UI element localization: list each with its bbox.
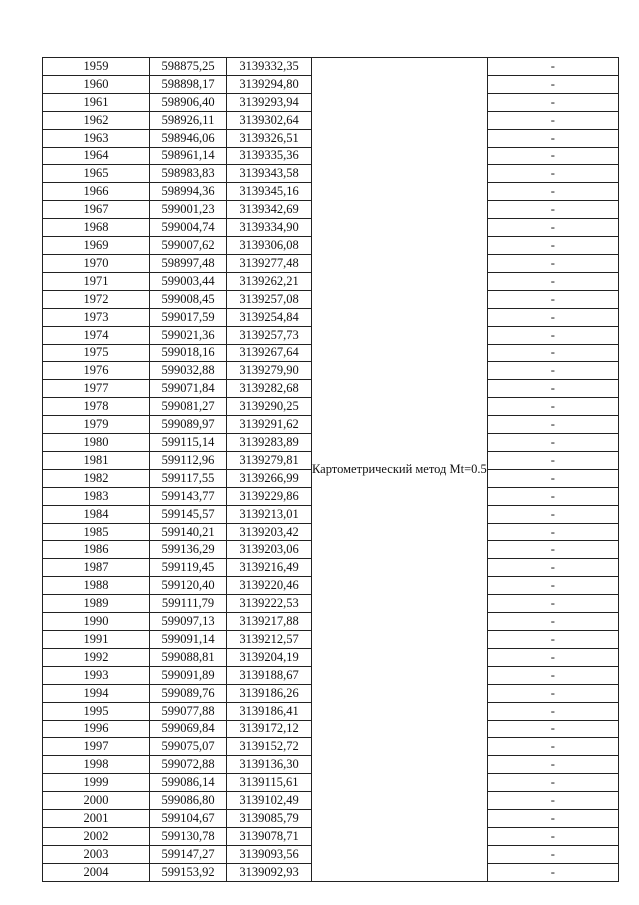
point-number-cell: 1964 <box>43 147 150 165</box>
note-cell: - <box>487 93 618 111</box>
x-coordinate-cell: 599081,27 <box>150 398 227 416</box>
y-coordinate-cell: 3139188,67 <box>227 666 312 684</box>
point-number-cell: 1988 <box>43 577 150 595</box>
point-number-cell: 1967 <box>43 201 150 219</box>
x-coordinate-cell: 599120,40 <box>150 577 227 595</box>
note-cell: - <box>487 863 618 881</box>
point-number-cell: 2004 <box>43 863 150 881</box>
point-number-cell: 2003 <box>43 845 150 863</box>
x-coordinate-cell: 598926,11 <box>150 111 227 129</box>
point-number-cell: 2002 <box>43 827 150 845</box>
y-coordinate-cell: 3139294,80 <box>227 75 312 93</box>
x-coordinate-cell: 599003,44 <box>150 272 227 290</box>
x-coordinate-cell: 599077,88 <box>150 702 227 720</box>
point-number-cell: 1997 <box>43 738 150 756</box>
coordinates-table-body <box>43 58 619 882</box>
note-cell: - <box>487 290 618 308</box>
note-cell: - <box>487 756 618 774</box>
y-coordinate-cell: 3139334,90 <box>227 219 312 237</box>
note-cell: - <box>487 774 618 792</box>
note-cell: - <box>487 613 618 631</box>
y-coordinate-cell: 3139306,08 <box>227 237 312 255</box>
y-coordinate-cell: 3139102,49 <box>227 792 312 810</box>
x-coordinate-cell: 599143,77 <box>150 487 227 505</box>
y-coordinate-cell: 3139136,30 <box>227 756 312 774</box>
note-cell: - <box>487 254 618 272</box>
y-coordinate-cell: 3139078,71 <box>227 827 312 845</box>
y-coordinate-cell: 3139115,61 <box>227 774 312 792</box>
note-cell: - <box>487 487 618 505</box>
y-coordinate-cell: 3139213,01 <box>227 505 312 523</box>
x-coordinate-cell: 599112,96 <box>150 451 227 469</box>
y-coordinate-cell: 3139279,81 <box>227 451 312 469</box>
x-coordinate-cell: 599086,14 <box>150 774 227 792</box>
y-coordinate-cell: 3139343,58 <box>227 165 312 183</box>
note-cell: - <box>487 416 618 434</box>
y-coordinate-cell: 3139217,88 <box>227 613 312 631</box>
note-cell: - <box>487 219 618 237</box>
note-cell: - <box>487 631 618 649</box>
y-coordinate-cell: 3139216,49 <box>227 559 312 577</box>
point-number-cell: 1965 <box>43 165 150 183</box>
y-coordinate-cell: 3139186,41 <box>227 702 312 720</box>
point-number-cell: 1963 <box>43 129 150 147</box>
x-coordinate-cell: 599017,59 <box>150 308 227 326</box>
note-cell: - <box>487 523 618 541</box>
y-coordinate-cell: 3139203,42 <box>227 523 312 541</box>
x-coordinate-cell: 598898,17 <box>150 75 227 93</box>
y-coordinate-cell: 3139266,99 <box>227 469 312 487</box>
note-cell: - <box>487 398 618 416</box>
x-coordinate-cell: 599032,88 <box>150 362 227 380</box>
point-number-cell: 1976 <box>43 362 150 380</box>
x-coordinate-cell: 599004,74 <box>150 219 227 237</box>
note-cell: - <box>487 272 618 290</box>
point-number-cell: 1974 <box>43 326 150 344</box>
point-number-cell: 1989 <box>43 595 150 613</box>
point-number-cell: 1970 <box>43 254 150 272</box>
note-cell: - <box>487 541 618 559</box>
y-coordinate-cell: 3139204,19 <box>227 648 312 666</box>
method-cell: Картометрический метод Mt=0.5 <box>312 58 488 882</box>
x-coordinate-cell: 599091,89 <box>150 666 227 684</box>
x-coordinate-cell: 599021,36 <box>150 326 227 344</box>
x-coordinate-cell: 598875,25 <box>150 58 227 76</box>
point-number-cell: 1983 <box>43 487 150 505</box>
x-coordinate-cell: 599086,80 <box>150 792 227 810</box>
point-number-cell: 1999 <box>43 774 150 792</box>
y-coordinate-cell: 3139342,69 <box>227 201 312 219</box>
point-number-cell: 1980 <box>43 434 150 452</box>
x-coordinate-cell: 599091,14 <box>150 631 227 649</box>
note-cell: - <box>487 469 618 487</box>
point-number-cell: 1994 <box>43 684 150 702</box>
y-coordinate-cell: 3139257,73 <box>227 326 312 344</box>
x-coordinate-cell: 599119,45 <box>150 559 227 577</box>
point-number-cell: 2001 <box>43 810 150 828</box>
x-coordinate-cell: 598997,48 <box>150 254 227 272</box>
y-coordinate-cell: 3139220,46 <box>227 577 312 595</box>
point-number-cell: 1971 <box>43 272 150 290</box>
point-number-cell: 1990 <box>43 613 150 631</box>
point-number-cell: 1978 <box>43 398 150 416</box>
note-cell: - <box>487 434 618 452</box>
point-number-cell: 1960 <box>43 75 150 93</box>
x-coordinate-cell: 599145,57 <box>150 505 227 523</box>
y-coordinate-cell: 3139222,53 <box>227 595 312 613</box>
y-coordinate-cell: 3139279,90 <box>227 362 312 380</box>
note-cell: - <box>487 308 618 326</box>
note-cell: - <box>487 827 618 845</box>
note-cell: - <box>487 326 618 344</box>
point-number-cell: 1968 <box>43 219 150 237</box>
y-coordinate-cell: 3139302,64 <box>227 111 312 129</box>
point-number-cell: 1993 <box>43 666 150 684</box>
x-coordinate-cell: 599072,88 <box>150 756 227 774</box>
point-number-cell: 1979 <box>43 416 150 434</box>
note-cell: - <box>487 559 618 577</box>
point-number-cell: 1973 <box>43 308 150 326</box>
y-coordinate-cell: 3139257,08 <box>227 290 312 308</box>
y-coordinate-cell: 3139186,26 <box>227 684 312 702</box>
x-coordinate-cell: 599115,14 <box>150 434 227 452</box>
point-number-cell: 1981 <box>43 451 150 469</box>
y-coordinate-cell: 3139172,12 <box>227 720 312 738</box>
point-number-cell: 1969 <box>43 237 150 255</box>
x-coordinate-cell: 599075,07 <box>150 738 227 756</box>
point-number-cell: 1961 <box>43 93 150 111</box>
note-cell: - <box>487 648 618 666</box>
note-cell: - <box>487 201 618 219</box>
point-number-cell: 1987 <box>43 559 150 577</box>
y-coordinate-cell: 3139203,06 <box>227 541 312 559</box>
note-cell: - <box>487 75 618 93</box>
x-coordinate-cell: 599089,76 <box>150 684 227 702</box>
x-coordinate-cell: 599097,13 <box>150 613 227 631</box>
note-cell: - <box>487 111 618 129</box>
point-number-cell: 1962 <box>43 111 150 129</box>
coordinates-table <box>42 57 619 882</box>
x-coordinate-cell: 599104,67 <box>150 810 227 828</box>
point-number-cell: 1982 <box>43 469 150 487</box>
note-cell: - <box>487 595 618 613</box>
x-coordinate-cell: 599111,79 <box>150 595 227 613</box>
point-number-cell: 1995 <box>43 702 150 720</box>
y-coordinate-cell: 3139291,62 <box>227 416 312 434</box>
x-coordinate-cell: 599008,45 <box>150 290 227 308</box>
x-coordinate-cell: 599147,27 <box>150 845 227 863</box>
x-coordinate-cell: 599089,97 <box>150 416 227 434</box>
x-coordinate-cell: 599130,78 <box>150 827 227 845</box>
y-coordinate-cell: 3139335,36 <box>227 147 312 165</box>
y-coordinate-cell: 3139229,86 <box>227 487 312 505</box>
y-coordinate-cell: 3139254,84 <box>227 308 312 326</box>
point-number-cell: 1972 <box>43 290 150 308</box>
y-coordinate-cell: 3139085,79 <box>227 810 312 828</box>
note-cell: - <box>487 666 618 684</box>
point-number-cell: 1984 <box>43 505 150 523</box>
note-cell: - <box>487 237 618 255</box>
y-coordinate-cell: 3139293,94 <box>227 93 312 111</box>
x-coordinate-cell: 599007,62 <box>150 237 227 255</box>
note-cell: - <box>487 577 618 595</box>
y-coordinate-cell: 3139283,89 <box>227 434 312 452</box>
point-number-cell: 2000 <box>43 792 150 810</box>
x-coordinate-cell: 598994,36 <box>150 183 227 201</box>
note-cell: - <box>487 183 618 201</box>
x-coordinate-cell: 599069,84 <box>150 720 227 738</box>
y-coordinate-cell: 3139332,35 <box>227 58 312 76</box>
y-coordinate-cell: 3139092,93 <box>227 863 312 881</box>
x-coordinate-cell: 599140,21 <box>150 523 227 541</box>
x-coordinate-cell: 598961,14 <box>150 147 227 165</box>
note-cell: - <box>487 845 618 863</box>
note-cell: - <box>487 129 618 147</box>
point-number-cell: 1996 <box>43 720 150 738</box>
x-coordinate-cell: 598983,83 <box>150 165 227 183</box>
y-coordinate-cell: 3139282,68 <box>227 380 312 398</box>
y-coordinate-cell: 3139262,21 <box>227 272 312 290</box>
note-cell: - <box>487 380 618 398</box>
x-coordinate-cell: 598906,40 <box>150 93 227 111</box>
x-coordinate-cell: 599071,84 <box>150 380 227 398</box>
note-cell: - <box>487 720 618 738</box>
x-coordinate-cell: 599001,23 <box>150 201 227 219</box>
x-coordinate-cell: 599018,16 <box>150 344 227 362</box>
point-number-cell: 1992 <box>43 648 150 666</box>
note-cell: - <box>487 810 618 828</box>
note-cell: - <box>487 792 618 810</box>
x-coordinate-cell: 599088,81 <box>150 648 227 666</box>
point-number-cell: 1977 <box>43 380 150 398</box>
note-cell: - <box>487 702 618 720</box>
y-coordinate-cell: 3139152,72 <box>227 738 312 756</box>
point-number-cell: 1991 <box>43 631 150 649</box>
note-cell: - <box>487 58 618 76</box>
note-cell: - <box>487 362 618 380</box>
y-coordinate-cell: 3139326,51 <box>227 129 312 147</box>
point-number-cell: 1998 <box>43 756 150 774</box>
table-row <box>43 58 619 76</box>
note-cell: - <box>487 147 618 165</box>
y-coordinate-cell: 3139277,48 <box>227 254 312 272</box>
note-cell: - <box>487 165 618 183</box>
x-coordinate-cell: 599136,29 <box>150 541 227 559</box>
x-coordinate-cell: 599153,92 <box>150 863 227 881</box>
point-number-cell: 1975 <box>43 344 150 362</box>
point-number-cell: 1985 <box>43 523 150 541</box>
point-number-cell: 1986 <box>43 541 150 559</box>
point-number-cell: 1959 <box>43 58 150 76</box>
x-coordinate-cell: 599117,55 <box>150 469 227 487</box>
note-cell: - <box>487 738 618 756</box>
note-cell: - <box>487 684 618 702</box>
note-cell: - <box>487 505 618 523</box>
x-coordinate-cell: 598946,06 <box>150 129 227 147</box>
y-coordinate-cell: 3139212,57 <box>227 631 312 649</box>
y-coordinate-cell: 3139267,64 <box>227 344 312 362</box>
y-coordinate-cell: 3139290,25 <box>227 398 312 416</box>
y-coordinate-cell: 3139093,56 <box>227 845 312 863</box>
y-coordinate-cell: 3139345,16 <box>227 183 312 201</box>
point-number-cell: 1966 <box>43 183 150 201</box>
note-cell: - <box>487 451 618 469</box>
note-cell: - <box>487 344 618 362</box>
